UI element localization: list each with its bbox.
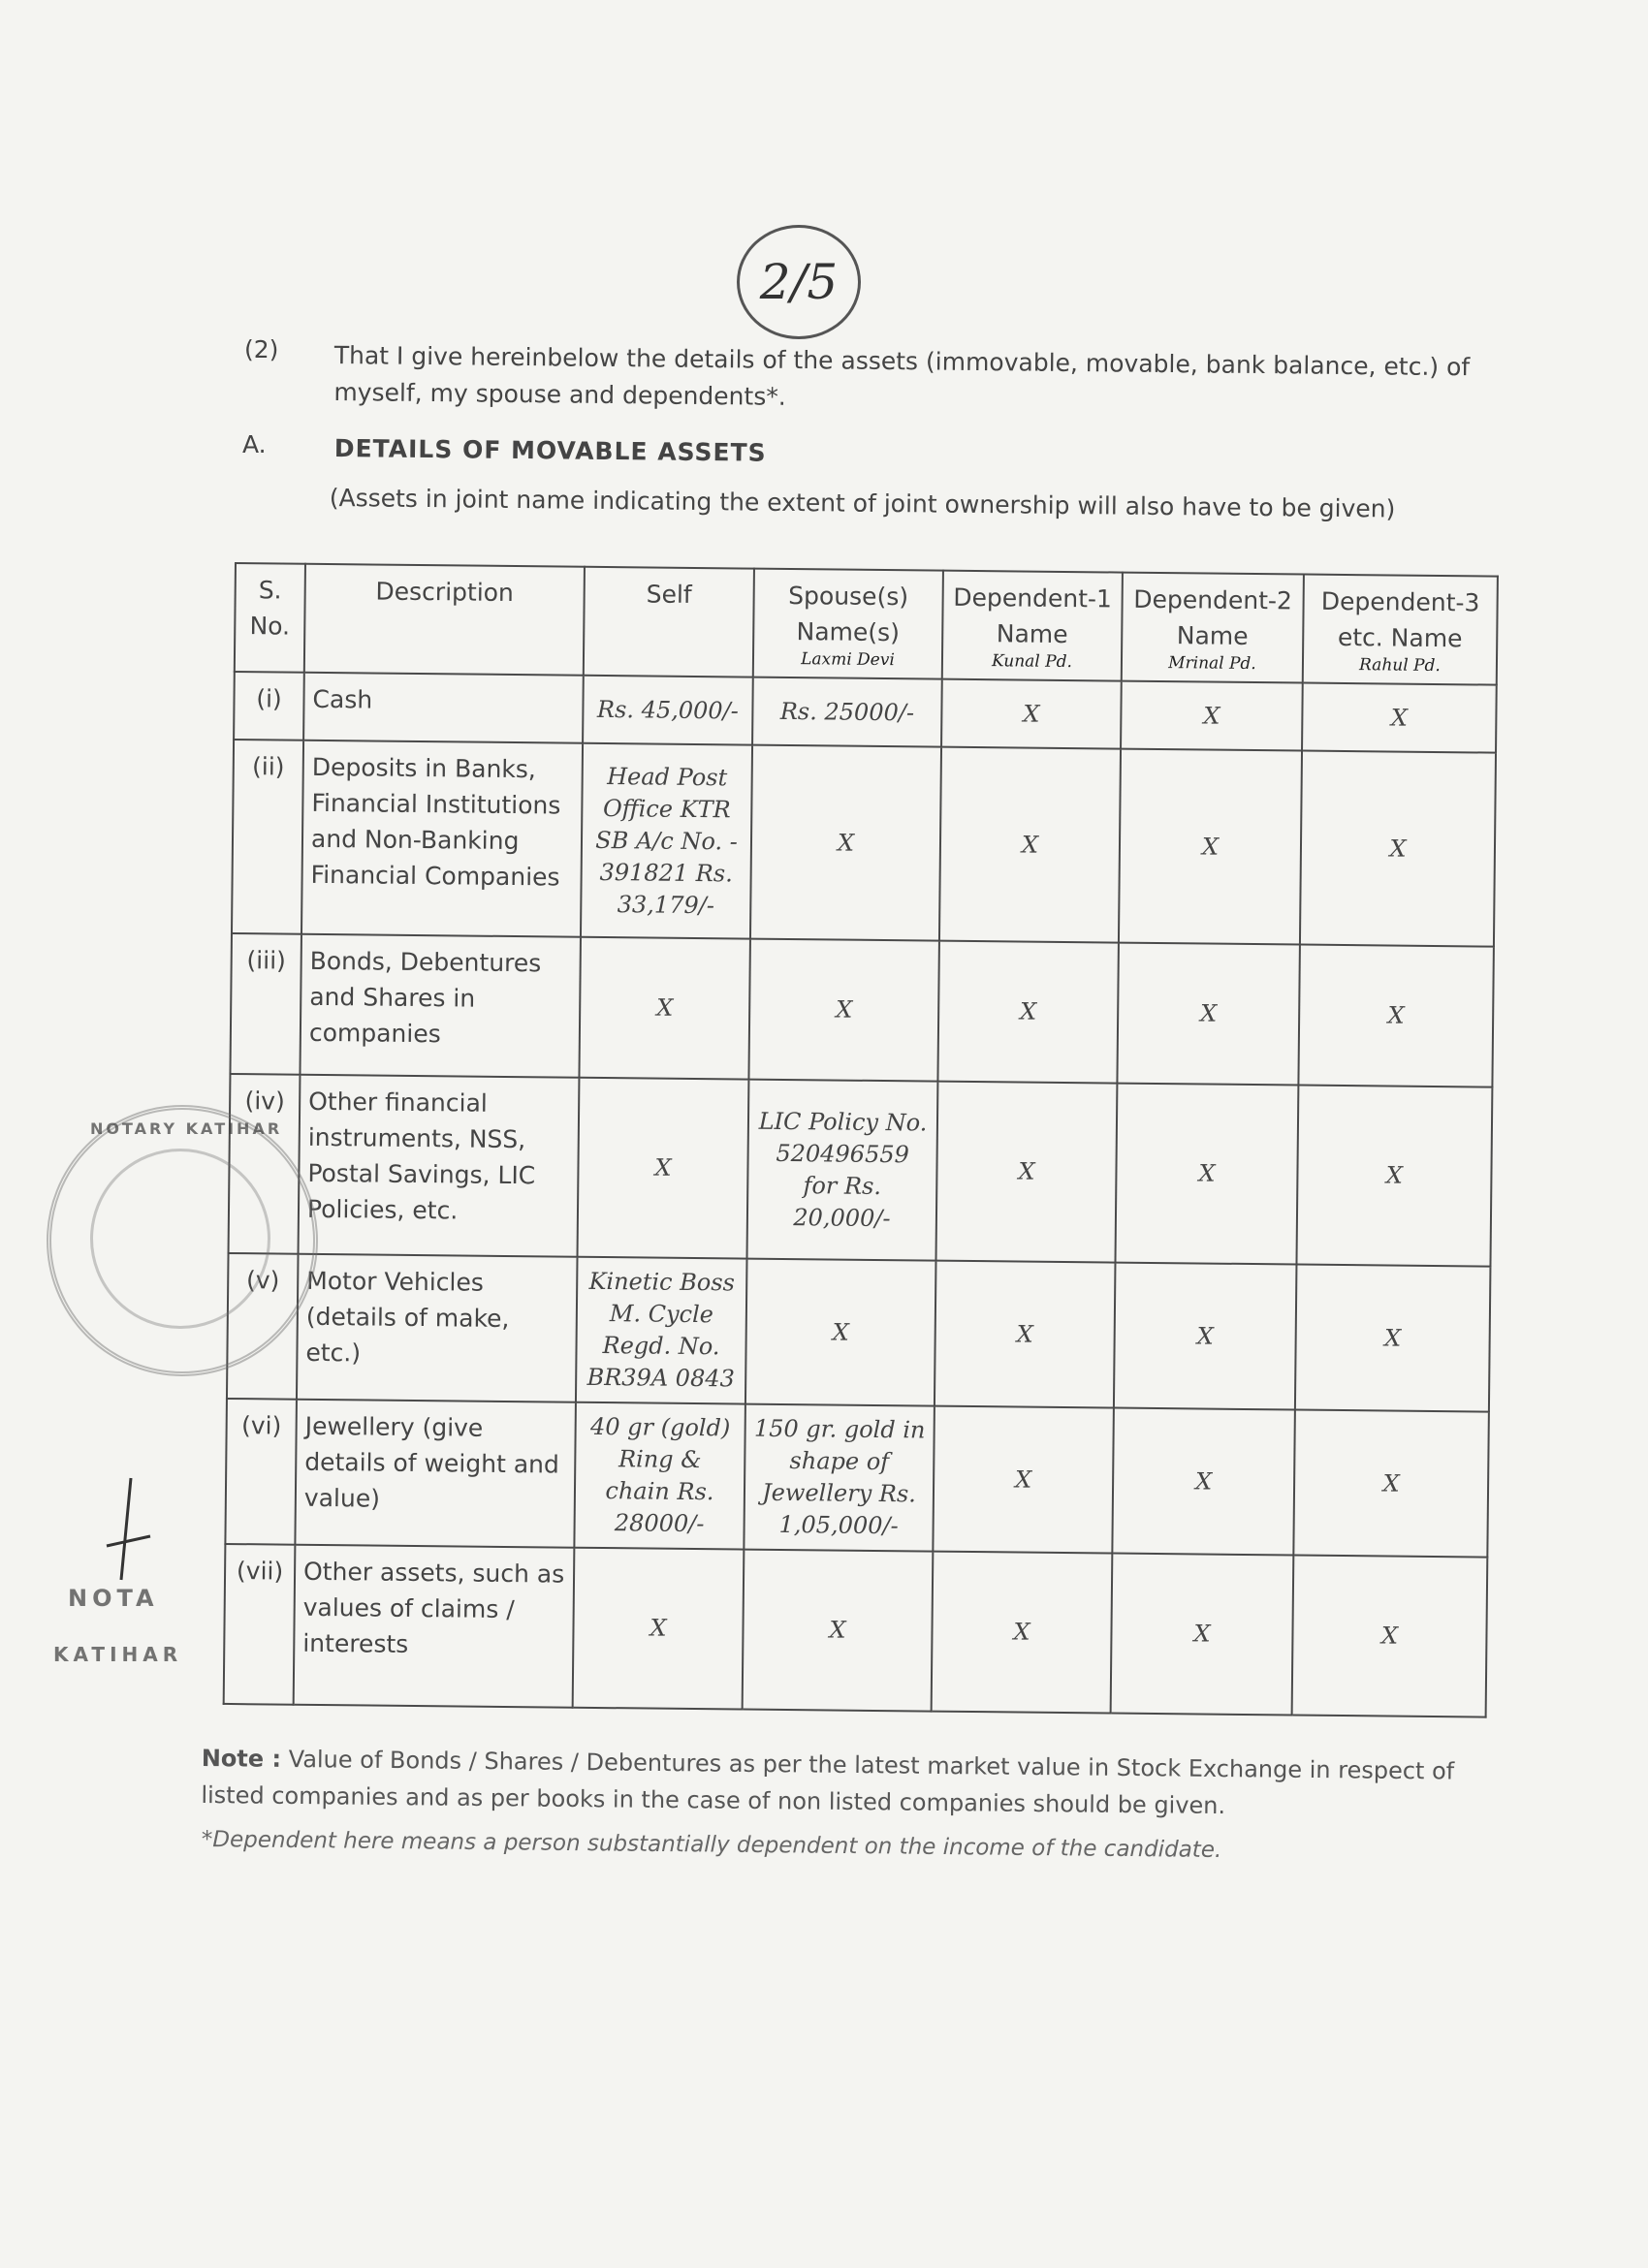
header-dependent-3-label: Dependent-3 etc. Name [1320,586,1480,653]
row-dependent-2: X [1121,681,1303,751]
row-self: X [573,1548,745,1710]
row-description: Bonds, Debentures and Shares in companies [300,934,581,1078]
row-description: Deposits in Banks, Financial Institutions and Non-Banking Financial Companies [301,740,583,937]
notary-seal-ring-text: NOTARY KATIHAR [90,1119,283,1138]
row-dependent-3: X [1300,751,1496,947]
row-sno: (ii) [232,740,303,934]
table-row [227,1253,1490,1412]
row-self: Rs. 45,000/- [583,676,753,745]
section-letter: A. [242,430,267,458]
page-number: 2/5 [759,254,839,310]
row-spouse: X [750,745,941,941]
row-dependent-2: X [1115,1084,1298,1265]
table-row [225,1399,1488,1558]
header-description: Description [304,564,585,676]
row-dependent-3: X [1298,945,1494,1087]
table-row [224,1544,1488,1717]
header-sno: S. No. [235,563,305,673]
page-number-circle [737,225,861,339]
row-sno: (iv) [229,1074,301,1254]
row-spouse: X [745,1259,936,1406]
row-spouse: 150 gr. gold in shape of Jewellery Rs. 1,05,000/- [744,1404,935,1552]
dependent-footnote: *Dependent here means a person substantially dependent on the income of the candidate. [201,1827,1222,1864]
intro-paragraph [333,337,1517,424]
row-sno: (iii) [230,933,301,1075]
row-dependent-2: X [1111,1554,1294,1716]
dependent-3-name: Rahul Pd. [1358,655,1441,677]
row-dependent-2: X [1114,1263,1297,1410]
table-row [232,740,1496,947]
row-dependent-1: X [932,1552,1113,1714]
movable-assets-table [223,562,1499,1718]
row-description: Cash [303,673,584,743]
row-sno: (v) [227,1253,299,1400]
table-header-row [235,563,1498,685]
row-spouse: LIC Policy No. 520496559 for Rs. 20,000/- [747,1080,938,1261]
row-self: Head Post Office KTR SB A/c No. - 391821 Rs. 33,179/- [581,743,752,939]
header-spouse-label: Spouse(s) Name(s) [788,581,909,647]
row-self: X [579,937,750,1080]
header-dependent-1-label: Dependent-1 Name [953,583,1113,649]
header-dependent-3 [1303,575,1498,685]
row-dependent-1: X [939,747,1121,943]
row-dependent-1: X [933,1406,1114,1554]
row-dependent-2: X [1117,943,1300,1086]
row-spouse: X [743,1550,934,1712]
note-block [201,1740,1491,1827]
row-dependent-2: X [1112,1408,1295,1556]
intro-line-1: That I give hereinbelow the details of the assets (immovable, movable, bank balance, etc.) of [333,340,1471,382]
header-dependent-1 [942,571,1123,681]
section-subtitle: (Assets in joint name indicating the extent of joint ownership will also have to be given) [329,483,1396,523]
notary-stamp-line-1: NOTA [68,1585,159,1612]
header-dependent-2 [1122,573,1304,683]
table-row [230,933,1493,1087]
row-spouse: Rs. 25000/- [752,677,942,747]
row-sno: (vi) [225,1399,297,1545]
notary-seal-inner-ring [90,1149,270,1329]
row-self: 40 gr (gold) Ring & chain Rs. 28000/- [574,1402,745,1550]
row-dependent-3: X [1295,1265,1491,1412]
intro-line-2: myself, my spouse and dependents*. [333,377,786,411]
notary-stamp-line-2: KATIHAR [53,1643,183,1666]
row-sno: (i) [234,672,304,740]
row-dependent-2: X [1119,749,1302,945]
section-title: DETAILS OF MOVABLE ASSETS [333,433,767,467]
row-self: Kinetic Boss M. Cycle Regd. No. BR39A 0843 [576,1257,747,1404]
row-dependent-3: X [1302,683,1497,753]
header-self: Self [584,567,754,677]
intro-number: (2) [244,335,279,363]
row-sno: (vii) [224,1544,296,1705]
spouse-name: Laxmi Devi [801,649,895,671]
row-spouse: X [748,939,939,1082]
row-dependent-1: X [937,941,1119,1084]
row-dependent-1: X [935,1261,1116,1408]
row-description: Jewellery (give details of weight and value) [295,1400,576,1548]
table-row [229,1074,1493,1267]
dependent-1-name: Kunal Pd. [991,651,1073,673]
row-description: Other assets, such as values of claims / interests [294,1545,575,1708]
note-label: Note : [201,1744,282,1773]
row-self: X [578,1078,749,1259]
row-dependent-3: X [1296,1086,1492,1267]
notary-seal [47,1105,318,1376]
row-description: Motor Vehicles (details of make, etc.) [297,1254,578,1402]
signature-mark [92,1473,160,1599]
row-dependent-1: X [935,1082,1117,1263]
header-spouse [753,569,943,679]
note-text: Value of Bonds / Shares / Debentures as per the latest market value in Stock Exchange in respect of listed companies and as per books in the case of non listed companies should be given. [201,1745,1455,1820]
header-dependent-2-label: Dependent-2 Name [1133,584,1293,650]
row-dependent-3: X [1292,1555,1488,1717]
row-dependent-1: X [941,679,1122,749]
row-dependent-3: X [1293,1410,1489,1558]
row-description: Other financial instruments, NSS, Postal Savings, LIC Policies, etc. [299,1075,580,1257]
dependent-2-name: Mrinal Pd. [1168,653,1256,675]
